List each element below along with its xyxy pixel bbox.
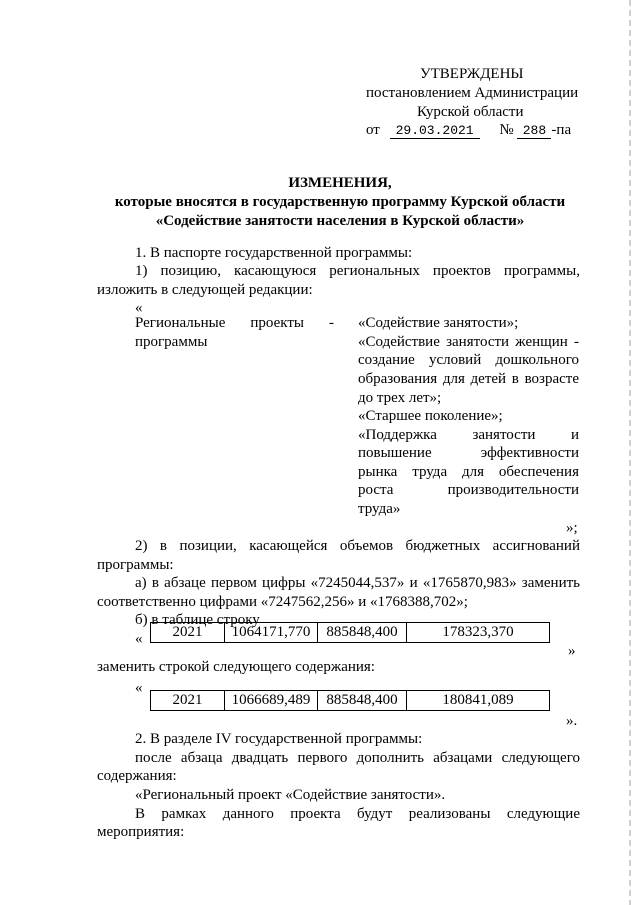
approval-date-line bbox=[366, 121, 571, 140]
table-cell: 2021 bbox=[151, 623, 225, 643]
paragraph-add-line-1: после абзаца двадцать первого дополнить абзацами следующего bbox=[135, 750, 580, 766]
document-subtitle-2: «Содействие занятости населения в Курской области» bbox=[155, 213, 525, 229]
table-cell: 1066689,489 bbox=[225, 691, 318, 711]
paragraph-section-iv: 2. В разделе IV государственной программы: bbox=[135, 731, 423, 747]
paragraph-measures-line-2: мероприятия: bbox=[97, 824, 185, 840]
approval-title: УТВЕРЖДЕНЫ bbox=[420, 66, 524, 82]
approval-number: 288 bbox=[517, 123, 551, 139]
paragraph-item-2b: б) в таблице строку bbox=[135, 612, 260, 628]
right-list-item: до трех лет»; bbox=[358, 390, 442, 406]
document-subtitle-1: которые вносятся в государственную программу Курской области bbox=[114, 194, 566, 210]
table-cell: 1064171,770 bbox=[225, 623, 318, 643]
right-list-item: рынка труда для обеспечения bbox=[358, 464, 579, 480]
quote-open: « bbox=[135, 300, 143, 316]
left-label-line-1: Региональные проекты - bbox=[135, 315, 334, 331]
number-suffix: -па bbox=[551, 122, 572, 138]
from-label: от bbox=[366, 122, 380, 138]
approval-line-2: Курской области bbox=[417, 104, 524, 120]
paragraph-item-1-line-1: 1) позицию, касающуюся региональных проектов программы, bbox=[135, 263, 580, 279]
paragraph-item-2a-line-2: соответственно цифрами «7247562,256» и «1768388,702»; bbox=[97, 594, 468, 610]
document-title: ИЗМЕНЕНИЯ, bbox=[288, 175, 392, 191]
number-label: № bbox=[499, 122, 514, 138]
scan-edge-decoration bbox=[629, 0, 631, 905]
right-list-item: «Содействие занятости женщин - bbox=[358, 334, 579, 350]
paragraph-item-2a-line-1: а) в абзаце первом цифры «7245044,537» и «1765870,983» заменить bbox=[135, 575, 580, 591]
paragraph-add-line-2: содержания: bbox=[97, 768, 177, 784]
right-list-item: «Поддержка занятости и bbox=[358, 427, 579, 443]
table-cell: 178323,370 bbox=[407, 623, 550, 643]
paragraph-replace-with: заменить строкой следующего содержания: bbox=[97, 659, 375, 675]
right-list-item: повышение эффективности bbox=[358, 445, 579, 461]
quote-close: » bbox=[568, 643, 576, 659]
table-cell: 180841,089 bbox=[407, 691, 550, 711]
left-label-line-2: программы bbox=[135, 334, 208, 350]
paragraph-item-2-line-2: программы: bbox=[97, 557, 174, 573]
quote-close: ». bbox=[566, 713, 578, 729]
right-list-item: «Содействие занятости»; bbox=[358, 315, 519, 331]
quote-open: « bbox=[135, 631, 143, 647]
quote-close: »; bbox=[566, 520, 578, 536]
approval-line-1: постановлением Администрации bbox=[366, 85, 579, 101]
paragraph-item-1-line-2: изложить в следующей редакции: bbox=[97, 282, 313, 298]
right-list-item: труда» bbox=[358, 501, 401, 517]
paragraph-passport: 1. В паспорте государственной программы: bbox=[135, 245, 413, 261]
table-cell: 885848,400 bbox=[318, 623, 407, 643]
table-cell: 2021 bbox=[151, 691, 225, 711]
old-table-row bbox=[150, 622, 550, 643]
right-list-item: «Старшее поколение»; bbox=[358, 408, 503, 424]
paragraph-regional-project: «Региональный проект «Содействие занятости». bbox=[135, 787, 446, 803]
right-list-item: создание условий дошкольного bbox=[358, 352, 579, 368]
quote-open: « bbox=[135, 680, 143, 696]
table-cell: 885848,400 bbox=[318, 691, 407, 711]
new-table-row bbox=[150, 690, 550, 711]
paragraph-measures-line-1: В рамках данного проекта будут реализованы следующие bbox=[135, 806, 580, 822]
approval-date: 29.03.2021 bbox=[390, 123, 480, 139]
paragraph-item-2-line-1: 2) в позиции, касающейся объемов бюджетных ассигнований bbox=[135, 538, 580, 554]
right-list-item: роста производительности bbox=[358, 482, 579, 498]
right-list-item: образования для детей в возрасте bbox=[358, 371, 579, 387]
